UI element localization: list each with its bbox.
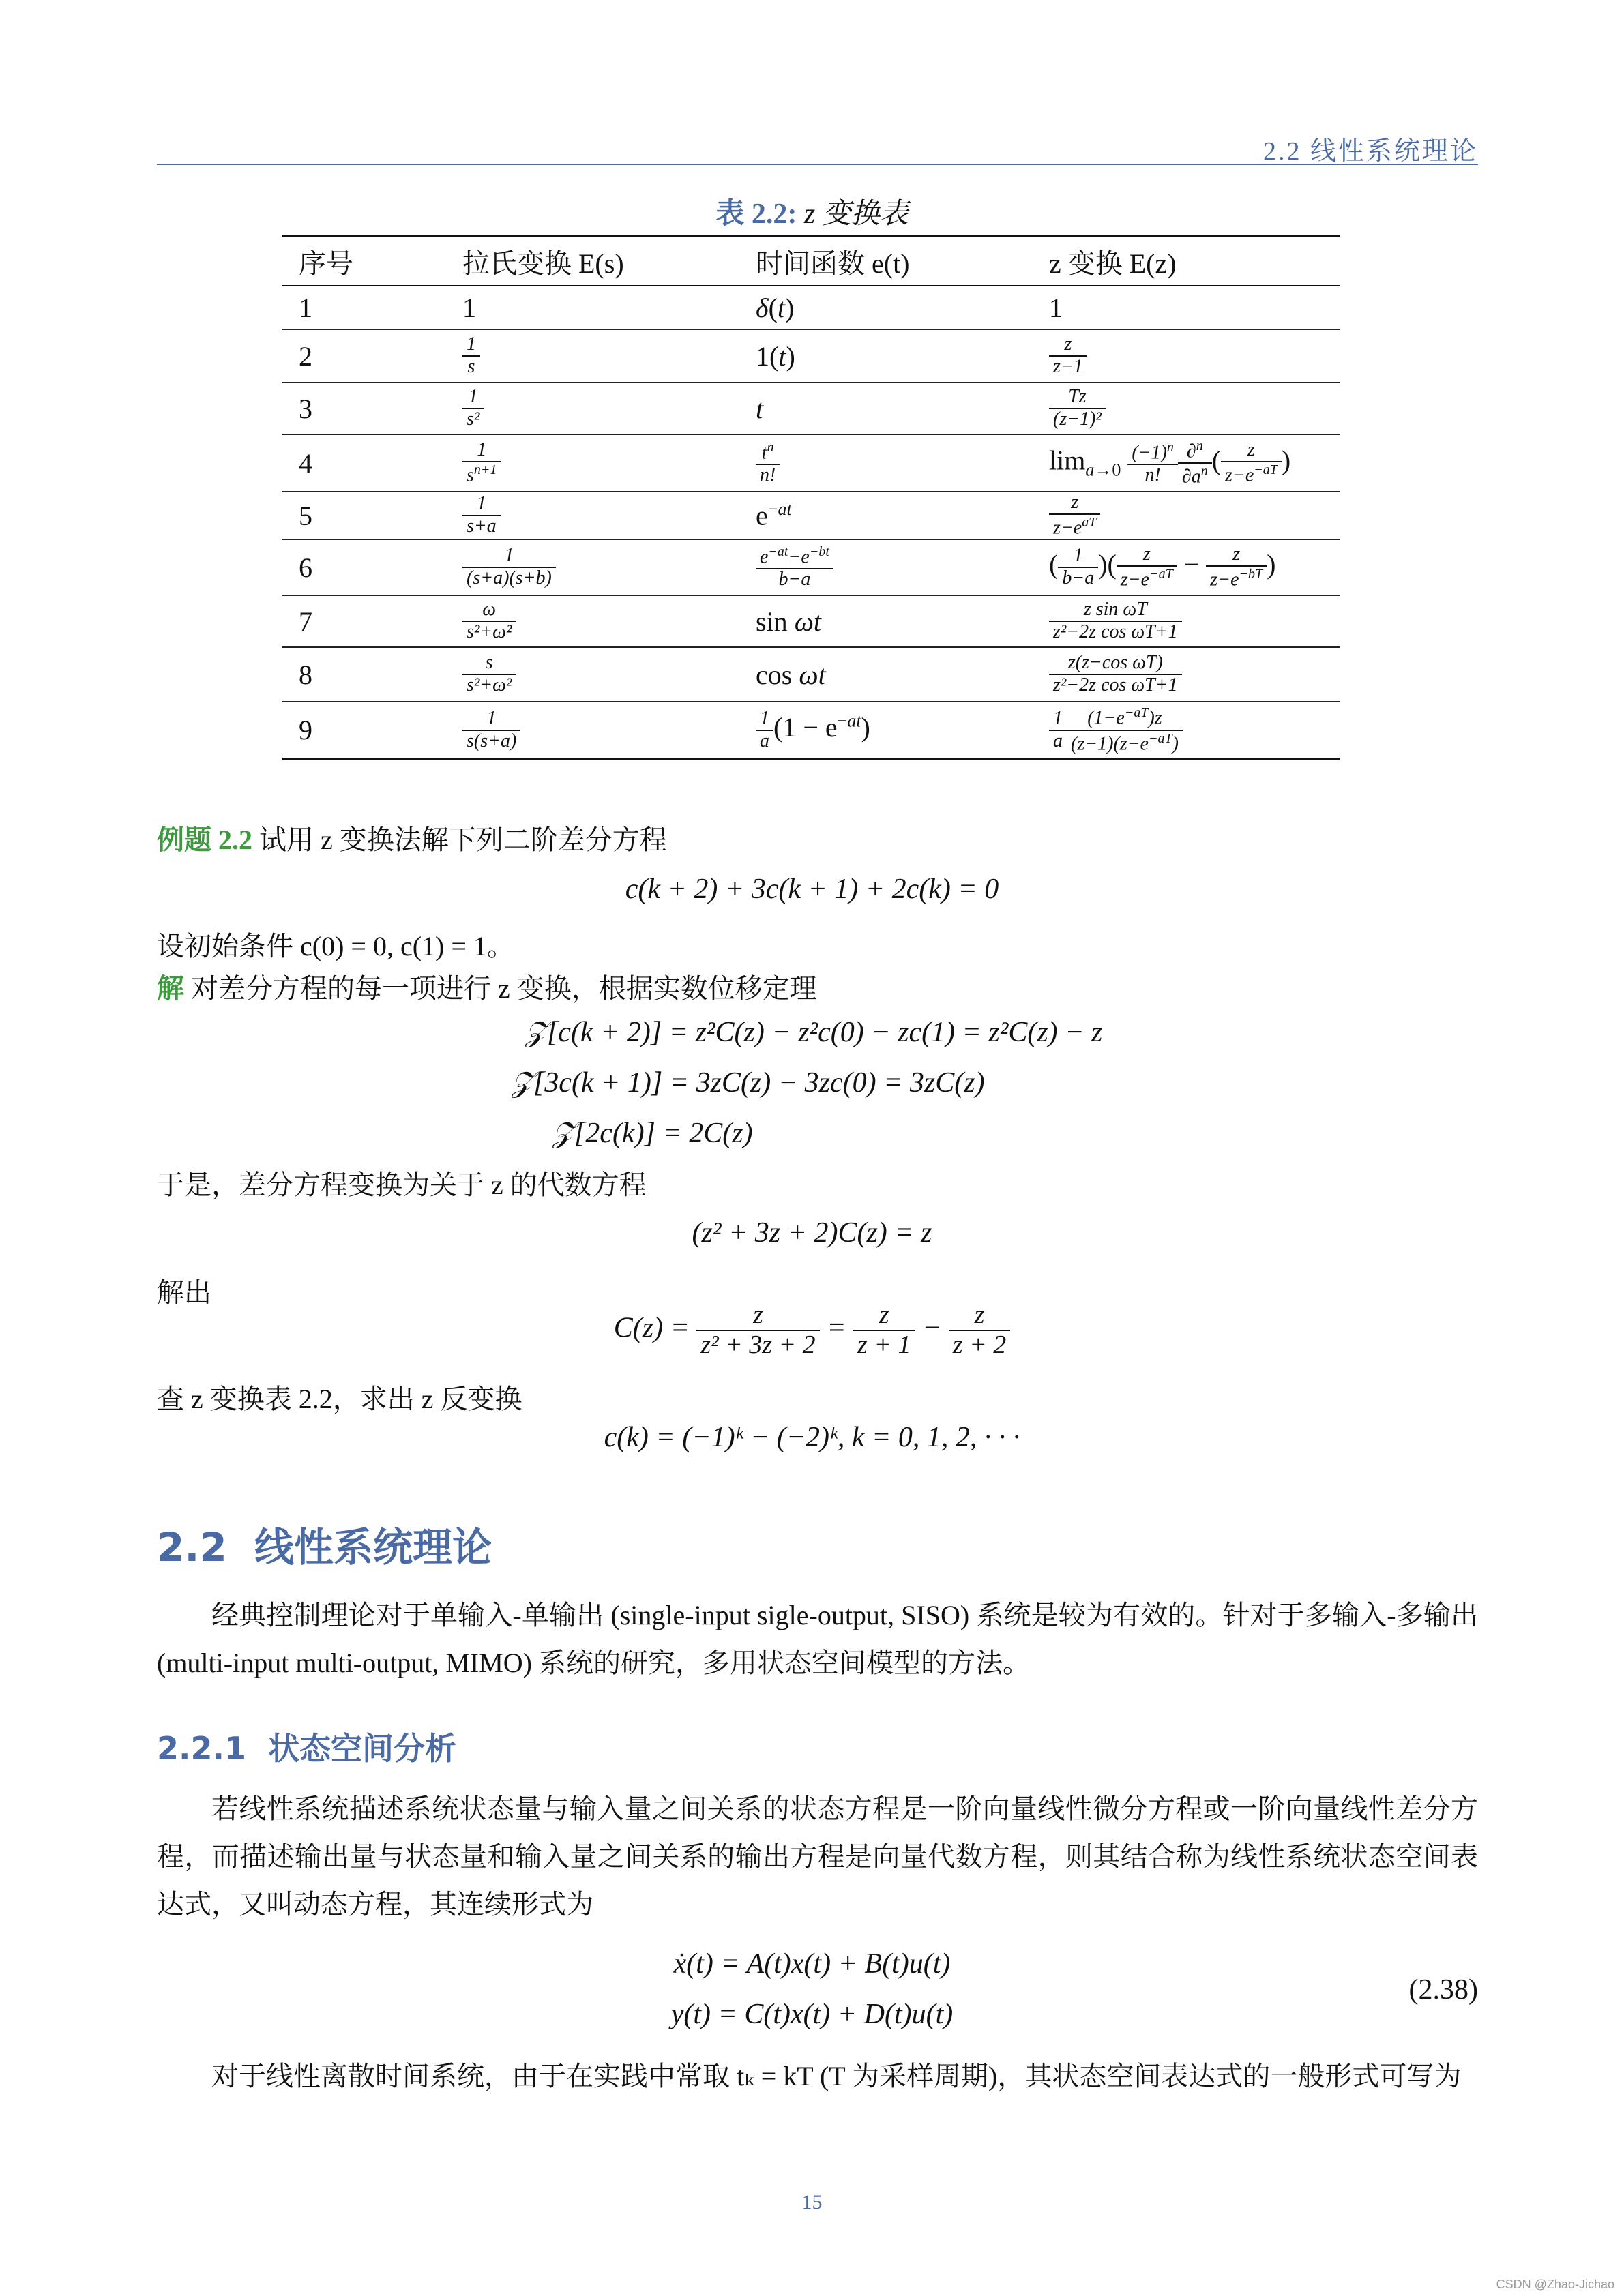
row-index: 4: [282, 434, 446, 492]
running-header: 2.2 线性系统理论: [1263, 137, 1478, 166]
laplace-cell: $\frac{1}{(s+a)(s+b)}$: [446, 539, 739, 595]
example-label: 例题 2.2: [157, 824, 252, 855]
time-cell: cos ωt: [739, 647, 1033, 702]
algebraic-intro: 于是，差分方程变换为关于 z 的代数方程: [157, 1169, 647, 1200]
time-cell: 1(t): [739, 329, 1033, 383]
subsection-heading: [157, 1724, 456, 1769]
z-cell: $\frac{\text{z(z−cos ωT)}}{\text{z²−2z cos ωT+1}}$: [1033, 647, 1340, 702]
table-row: [282, 434, 1340, 492]
laplace-cell: $\frac{1}{s}$: [446, 329, 739, 383]
col-header-time: 时间函数 e(t): [739, 236, 1033, 286]
time-cell: $\frac{e^{-at}-e^{-bt}}{b-a}$: [739, 539, 1033, 595]
time-cell: $\frac{t^n}{n!}$: [739, 434, 1033, 492]
paragraph-discrete: 对于线性离散时间系统，由于在实践中常取 tₖ = kT (T 为采样周期)，其状态空间表达式的一般形式可写为: [211, 2061, 1462, 2091]
row-index: 2: [282, 329, 446, 383]
z-transform-term-2: 𝒵[3c(k + 1)] = 3zC(z) − 3zc(0) = 3zC(z): [512, 1067, 985, 1099]
table-row: [282, 383, 1340, 434]
table-label: 表 2.2:: [715, 198, 797, 230]
z-transform-term-3: 𝒵[2c(k)] = 2C(z): [552, 1118, 753, 1149]
row-index: 9: [282, 702, 446, 759]
laplace-cell: $\frac{\omega}{\text{s²+ω²}}$: [446, 595, 739, 647]
z-transform-term-1: 𝒵[c(k + 2)] = z²C(z) − z²c(0) − zc(1) = z²C(z) − z: [525, 1017, 1103, 1048]
state-equation: ẋ(t) = A(t)x(t) + B(t)u(t): [673, 1948, 951, 1980]
output-equation: y(t) = C(t)x(t) + D(t)u(t): [670, 1999, 954, 2030]
lookup-text: 查 z 变换表 2.2，求出 z 反变换: [157, 1384, 522, 1414]
z-cell: $\frac{1}{a}$ $\frac{(1-e^{-aT})z}{(z-1)(z-e^{-aT})}$: [1033, 702, 1340, 759]
row-index: 6: [282, 539, 446, 595]
z-cell: $\frac{\text{z sin ωT}}{\text{z²−2z cos ωT+1}}$: [1033, 595, 1340, 647]
laplace-cell: $\frac{1}{\text{s²}}$: [446, 383, 739, 434]
table-caption: [0, 191, 1624, 232]
equation-number: (2.38): [1408, 1974, 1478, 2006]
table-row: [282, 702, 1340, 759]
watermark: CSDN @Zhao-Jichao: [1496, 2278, 1614, 2291]
paragraph-state-space: 若线性系统描述系统状态量与输入量之间关系的状态方程是一阶向量线性微分方程或一阶向量线性差分方程，而描述输出量与状态量和输入量之间关系的输出方程是向量代数方程，则其结合称为线性系统状态空间表达式，又叫动态方程，其连续形式为: [157, 1793, 1478, 1920]
row-index: 3: [282, 383, 446, 434]
section-number: 2.2: [157, 1524, 227, 1570]
table-row: [282, 539, 1340, 595]
table-header-row: [282, 236, 1340, 286]
difference-equation: c(k + 2) + 3c(k + 1) + 2c(k) = 0: [625, 874, 999, 905]
subsection-number: 2.2.1: [157, 1730, 246, 1767]
laplace-cell: 1: [446, 286, 739, 329]
time-cell: $\frac{1}{a}$ $(1 - e^{-at})$: [739, 702, 1033, 759]
solution-intro: [157, 967, 817, 1006]
col-header-index: 序号: [282, 236, 446, 286]
time-cell: δ(t): [739, 286, 1033, 329]
algebraic-equation: (z² + 3z + 2)C(z) = z: [692, 1217, 932, 1249]
example-text: 试用 z 变换法解下列二阶差分方程: [252, 824, 667, 855]
section-title: 线性系统理论: [254, 1524, 492, 1570]
section-heading: [157, 1515, 492, 1572]
table-title: z 变换表: [797, 198, 909, 230]
row-index: 5: [282, 492, 446, 539]
laplace-cell: $\frac{s}{\text{s²+ω²}}$: [446, 647, 739, 702]
table-row: [282, 329, 1340, 383]
row-index: 8: [282, 647, 446, 702]
laplace-cell: $\frac{1}{s(s+a)}$: [446, 702, 739, 759]
example-statement: [157, 818, 667, 857]
solution-label: 解: [157, 973, 184, 1004]
solution-text: 对差分方程的每一项进行 z 变换，根据实数位移定理: [184, 973, 817, 1004]
z-cell: $\lim_{a\to 0}$ $\frac{(-1)^n}{n!}$ $\frac{\partial^n}{\partial a^n}$ ( $\frac{z}{z-e^{-aT}}$ ): [1033, 434, 1340, 492]
inverse-result: c(k) = (−1)ᵏ − (−2)ᵏ, k = 0, 1, 2, · · ·: [604, 1422, 1020, 1453]
z-cell: 1: [1033, 286, 1340, 329]
laplace-cell: $\frac{1}{s^{n+1}}$: [446, 434, 739, 492]
time-cell: $e^{-at}$: [739, 492, 1033, 539]
z-cell: ( $\frac{1}{b-a}$ )( $\frac{z}{z-e^{-aT}}$ − $\frac{z}{z-e^{-bT}}$ ): [1033, 539, 1340, 595]
solve-label: 解出: [157, 1277, 211, 1308]
col-header-laplace: 拉氏变换 E(s): [446, 236, 739, 286]
z-transform-table: [282, 235, 1340, 760]
page-number: 15: [801, 2191, 823, 2213]
paragraph-siso: 经典控制理论对于单输入-单输出 (single-input sigle-output, SISO) 系统是较为有效的。针对于多输入-多输出 (multi-input multi-output, MIMO) 系统的研究，多用状态空间模型的方法。: [157, 1600, 1478, 1678]
header-rule: [157, 164, 1478, 165]
table-row: [282, 595, 1340, 647]
time-cell: t: [739, 383, 1033, 434]
table-row: [282, 647, 1340, 702]
laplace-cell: $\frac{1}{s+a}$: [446, 492, 739, 539]
subsection-title: 状态空间分析: [268, 1730, 457, 1767]
row-index: 7: [282, 595, 446, 647]
table-row: [282, 286, 1340, 329]
initial-conditions: 设初始条件 c(0) = 0, c(1) = 1。: [157, 931, 514, 961]
table-row: [282, 492, 1340, 539]
z-cell: $\frac{z}{z-1}$: [1033, 329, 1340, 383]
row-index: 1: [282, 286, 446, 329]
z-cell: $\frac{Tz}{\text{(z−1)²}}$: [1033, 383, 1340, 434]
col-header-z: z 变换 E(z): [1033, 236, 1340, 286]
time-cell: sin ωt: [739, 595, 1033, 647]
z-cell: $\frac{z}{z-e^{aT}}$: [1033, 492, 1340, 539]
cz-solution: C(z) = $\frac{z}{\text{z² + 3z + 2}}$ = $\frac{z}{z + 1}$ − $\frac{z}{z + 2}$: [0, 1301, 1624, 1360]
